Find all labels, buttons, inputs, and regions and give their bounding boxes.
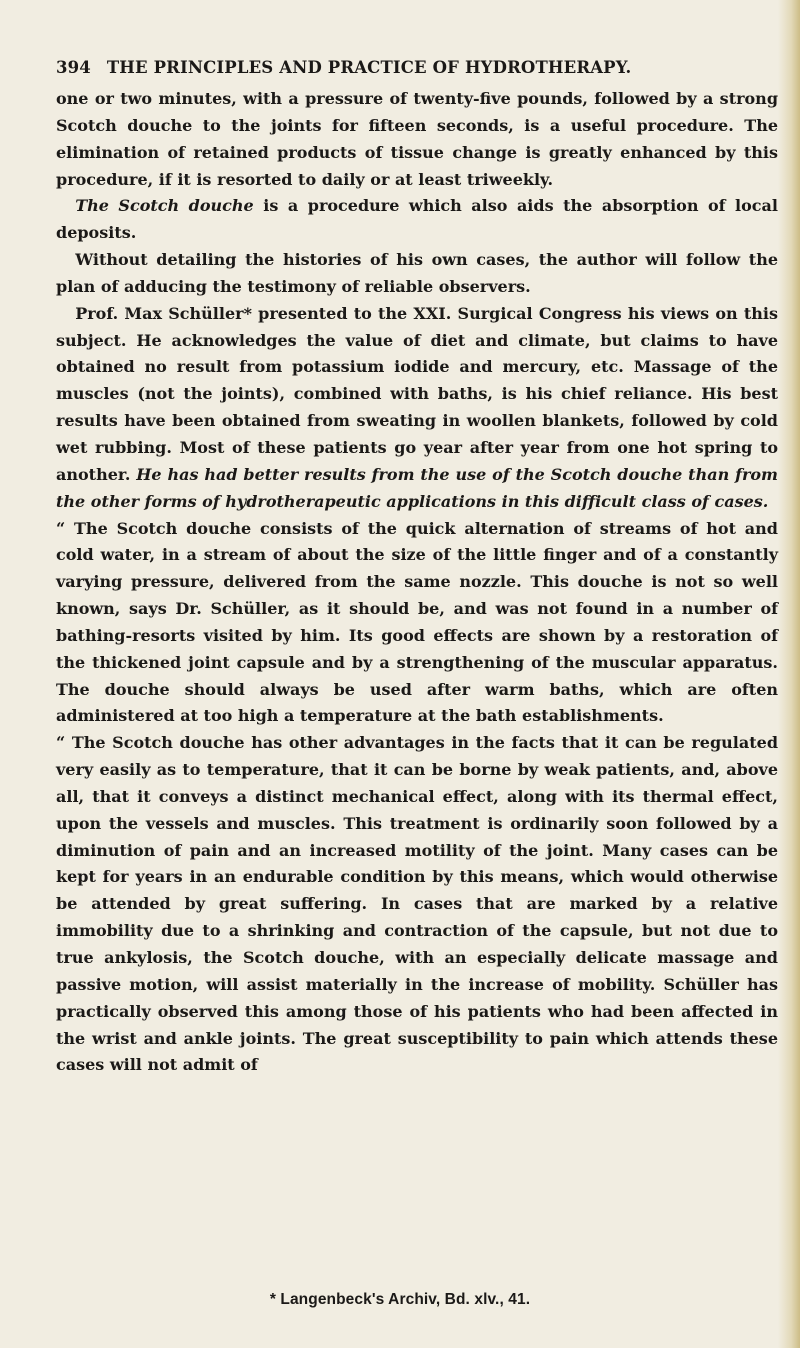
running-title: THE PRINCIPLES AND PRACTICE OF HYDROTHERAPY. — [106, 58, 632, 77]
paragraph-text: Without detailing the histories of his own cases, the author will follow the plan of adducing the testimony of reliable observers. — [56, 250, 778, 296]
paragraph-1 — [56, 86, 778, 193]
paragraph-4 — [56, 301, 778, 516]
italic-tail: He has had better results from the use of the Scotch douche than from the other forms of hydrotherapeutic applications in this difficult class of cases. — [56, 464, 778, 511]
running-header — [56, 58, 776, 77]
italic-lead: The Scotch douche — [75, 196, 254, 216]
body-text — [56, 86, 778, 1079]
footnote: * Langenbeck's Archiv, Bd. xlv., 41. — [269, 1291, 531, 1308]
paragraph-5 — [56, 516, 778, 731]
paragraph-2 — [56, 193, 778, 247]
paragraph-text: “ The Scotch douche consists of the quick alternation of streams of hot and cold water, in a stream of about the size of the little finger and of a constantly varying pressure, delivered from the same nozzle. This douche is not so well known, says Dr. Schüller, as it should be, and was not found in a number of bathing-resorts visited by him. Its good effects are shown by a restoration of the thickened joint capsule and by a strengthening of the muscular apparatus. The douche should always be used after warm baths, which are often administered at too high a temperature at the bath establishments. — [56, 518, 778, 726]
paragraph-text: is a procedure which also aids the absorption of local deposits. — [56, 196, 778, 243]
page-number: 394 — [56, 58, 91, 77]
paragraph-text: one or two minutes, with a pressure of twenty-five pounds, followed by a strong Scotch douche to the joints for fifteen seconds, is a useful procedure. The elimination of retained products of tissue change is greatly enhanced by this procedure, if it is resorted to daily or at least triweekly. — [56, 89, 778, 189]
paragraph-3 — [56, 247, 778, 301]
paragraph-6 — [56, 730, 778, 1079]
paragraph-text: Prof. Max Schüller* presented to the XXI. Surgical Congress his views on this subject. He acknowledges the value of diet and climate, but claims to have obtained no result from potassium iodide and mercury, etc. Massage of the muscles (not the joints), combined with baths, is his chief reliance. His best results have been obtained from sweating in woollen blankets, followed by cold wet rubbing. Most of these patients go year after year from one hot spring to another. — [56, 303, 778, 484]
page-edge-shadow — [778, 0, 800, 1348]
paragraph-text: “ The Scotch douche has other advantages in the facts that it can be regulated very easily as to temperature, that it can be borne by weak patients, and, above all, that it conveys a distinct mechanical effect, along with its thermal effect, upon the vessels and muscles. This treatment is ordinarily soon followed by a diminution of pain and an increased motility of the joint. Many cases can be kept for years in an endurable condition by this means, which would otherwise be attended by great suffering. In cases that are marked by a relative immobility due to a shrinking and contraction of the capsule, but not due to true ankylosis, the Scotch douche, with an especially delicate massage and passive motion, will assist materially in the increase of mobility. Schüller has practically observed this among those of his patients who had been affected in the wrist and ankle joints. The great susceptibility to pain which attends these cases will not admit of — [56, 733, 778, 1075]
